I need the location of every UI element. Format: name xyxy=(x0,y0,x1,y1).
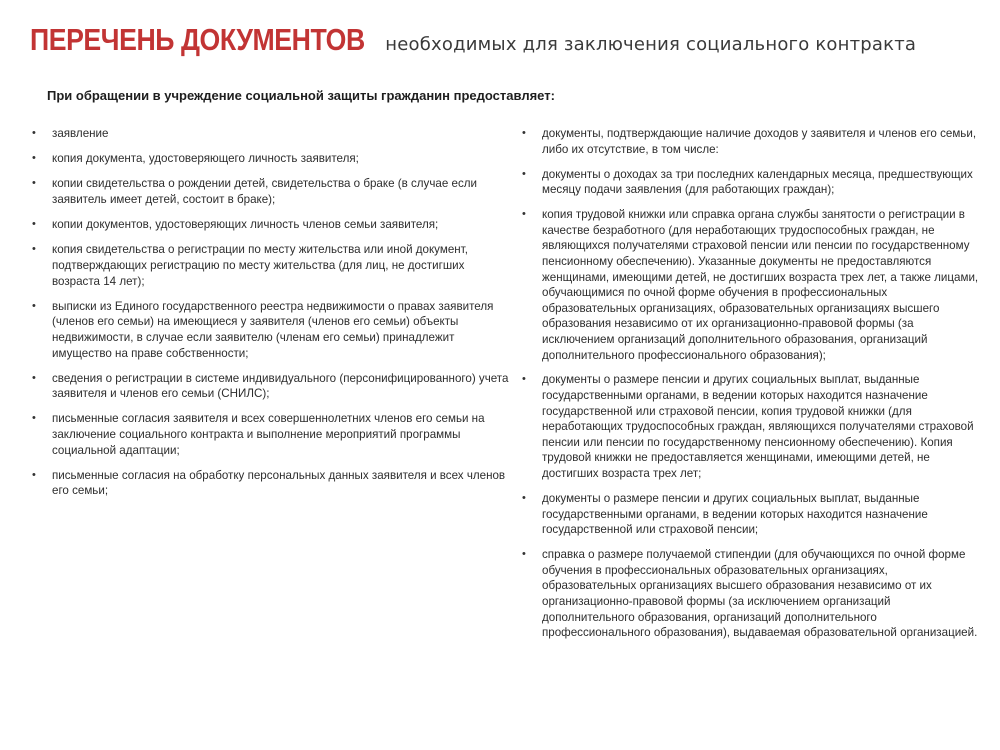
bullet-icon: • xyxy=(32,412,36,425)
list-item-text: документы о размере пенсии и других социальных выплат, выданные государственными органами, в ведении которых находится назначение государственной или страховой пенсии; xyxy=(542,492,928,537)
list-item xyxy=(32,126,510,142)
bullet-icon: • xyxy=(32,243,36,256)
list-item xyxy=(522,372,980,481)
bullet-icon: • xyxy=(32,127,36,139)
intro-text: При обращении в учреждение социальной защиты гражданин предоставляет: xyxy=(47,88,555,103)
list-item-text: заявление xyxy=(52,127,109,140)
list-item-text: копия документа, удостоверяющего личность заявителя; xyxy=(52,152,359,166)
list-item xyxy=(522,126,980,157)
bullet-icon: • xyxy=(32,468,36,481)
bullet-icon: • xyxy=(522,167,526,180)
list-item-text: копия трудовой книжки или справка органа службы занятости о регистрации в качестве безработного (для неработающих трудоспособных граждан, не являющихся получателями страховой пенсии или пенсии по государственному пенсионному обеспечению). Указанные документы не предоставляются женщинами, имеющими детей, не достигших возраста трех лет, а также лицами, обучающимися по очной форме обучения в профессиональных образовательных организациях, образовательных организациях высшего образования независимо от их организационно-правовой формы (за исключением организаций дополнительного образования, организаций дополнительного профессионального образования); xyxy=(542,208,979,362)
bullet-icon: • xyxy=(32,152,36,165)
bullet-icon: • xyxy=(522,548,526,561)
bullet-icon: • xyxy=(32,299,36,312)
list-item-text: сведения о регистрации в системе индивидуального (персонифицированного) учета заявителя и членов его семьи (СНИЛС); xyxy=(52,371,509,401)
header xyxy=(30,22,980,70)
list-item-text: письменные согласия на обработку персональных данных заявителя и всех членов его семьи; xyxy=(52,468,506,498)
list-item-text: письменные согласия заявителя и всех совершеннолетних членов его семьи на заключение социального контракта и выполнение мероприятий программы социальной адаптации; xyxy=(52,412,485,457)
bullet-icon: • xyxy=(522,127,526,139)
list-item xyxy=(522,207,980,363)
list-item xyxy=(32,371,510,402)
bullet-icon: • xyxy=(32,218,36,231)
list-item xyxy=(522,491,980,538)
list-item xyxy=(32,176,510,207)
right-document-list xyxy=(522,126,980,650)
page-title: ПЕРЕЧЕНЬ ДОКУМЕНТОВ xyxy=(30,22,365,57)
list-item xyxy=(32,242,510,289)
list-item xyxy=(32,411,510,458)
bullet-icon: • xyxy=(522,208,526,221)
left-document-list xyxy=(32,126,510,509)
list-item-text: документы о доходах за три последних календарных месяца, предшествующих месяцу подачи заявления (для работающих граждан); xyxy=(542,167,973,197)
list-item xyxy=(522,547,980,641)
bullet-icon: • xyxy=(32,177,36,190)
list-item xyxy=(32,217,510,233)
list-item xyxy=(32,151,510,167)
bullet-icon: • xyxy=(522,373,526,386)
list-item-text: копии документов, удостоверяющих личность членов семьи заявителя; xyxy=(52,218,439,232)
list-item-text: копии свидетельства о рождении детей, свидетельства о браке (в случае если заявитель имеет детей, состоит в браке); xyxy=(52,177,477,206)
list-item xyxy=(32,468,510,499)
bullet-icon: • xyxy=(32,371,36,384)
bullet-icon: • xyxy=(522,492,526,505)
list-item xyxy=(522,167,980,198)
list-item-text: документы о размере пенсии и других социальных выплат, выданные государственными органами, в ведении которых находится назначение государственной или страховой пенсии, копия трудовой книжки (для неработающих трудоспособных граждан, являющихся получателями страховой пенсии или пенсии по государственному пенсионному обеспечению). Копия трудовой книжки не предоставляется женщинами, имеющими детей, не достигших возраста трех лет; xyxy=(542,373,974,481)
list-item-text: выписки из Единого государственного реестра недвижимости о правах заявителя (членов его семьи) на имеющиеся у заявителя (членов его семьи) объекты недвижимости, в случае если заявителю (членам его семьи) принадлежит имущество на праве собственности; xyxy=(52,299,494,360)
list-item-text: справка о размере получаемой стипендии (для обучающихся по очной форме обучения в профессиональных образовательных организациях, образовательных организациях высшего образования независимо от их организационно-правовой формы (за исключением организаций дополнительного образования, организаций дополнительного профессионального образования), выдаваемая образовательной организацией. xyxy=(542,548,978,640)
list-item xyxy=(32,299,510,361)
list-item-text: копия свидетельства о регистрации по месту жительства или иной документ, подтверждающих регистрацию по месту жительства (для лиц, не достигших возраста 14 лет); xyxy=(52,243,468,288)
page-subtitle: необходимых для заключения социального контракта xyxy=(385,34,917,55)
list-item-text: документы, подтверждающие наличие доходов у заявителя и членов его семьи, либо их отсутствие, в том числе: xyxy=(542,127,977,156)
